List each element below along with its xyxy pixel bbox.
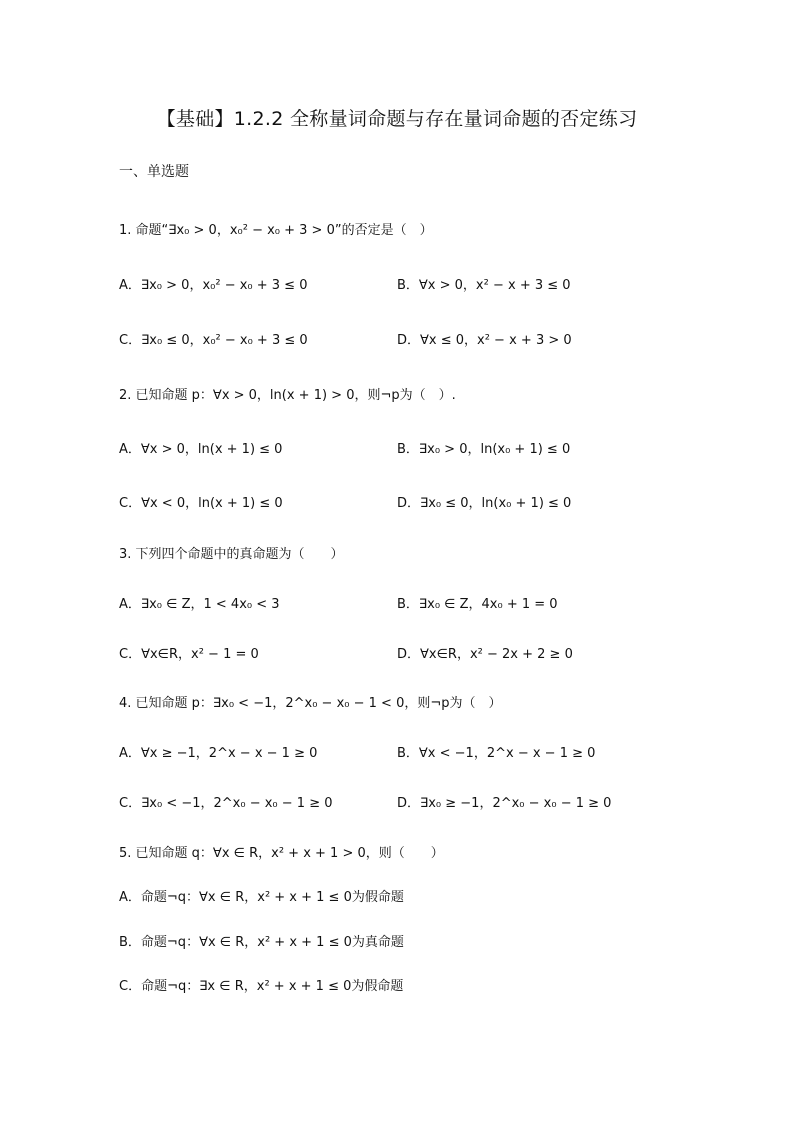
question-2-stem: 2. 已知命题 p：∀x > 0，ln(x + 1) > 0，则¬p为（ ）. (119, 388, 456, 403)
question-4-option-c: C．∃x₀ < −1，2^x₀ − x₀ − 1 ≥ 0 (119, 796, 333, 811)
question-5-stem: 5. 已知命题 q：∀x ∈ R，x² + x + 1 > 0，则（ ） (119, 846, 444, 861)
question-3-option-c: C．∀x∈R，x² − 1 = 0 (119, 647, 259, 662)
question-2-option-a: A．∀x > 0，ln(x + 1) ≤ 0 (119, 442, 283, 457)
question-4-option-a: A．∀x ≥ −1，2^x − x − 1 ≥ 0 (119, 746, 318, 761)
question-1-option-c: C．∃x₀ ≤ 0，x₀² − x₀ + 3 ≤ 0 (119, 333, 308, 348)
question-3-stem: 3. 下列四个命题中的真命题为（ ） (119, 547, 344, 562)
question-1-option-a: A．∃x₀ > 0，x₀² − x₀ + 3 ≤ 0 (119, 278, 308, 293)
question-4-stem: 4. 已知命题 p：∃x₀ < −1，2^x₀ − x₀ − 1 < 0，则¬p为（ ） (119, 696, 502, 711)
question-1-stem: 1. 命题“∃x₀ > 0，x₀² − x₀ + 3 > 0”的否定是（ ） (119, 223, 433, 238)
question-3-option-d: D．∀x∈R，x² − 2x + 2 ≥ 0 (397, 647, 573, 662)
question-3-option-a: A．∃x₀ ∈ Z，1 < 4x₀ < 3 (119, 597, 280, 612)
question-2-option-b: B．∃x₀ > 0，ln(x₀ + 1) ≤ 0 (397, 442, 571, 457)
question-4-option-d: D．∃x₀ ≥ −1，2^x₀ − x₀ − 1 ≥ 0 (397, 796, 612, 811)
question-5-option-a: A．命题¬q：∀x ∈ R，x² + x + 1 ≤ 0为假命题 (119, 890, 404, 905)
question-2-option-c: C．∀x < 0，ln(x + 1) ≤ 0 (119, 496, 283, 511)
document-title: 【基础】1.2.2 全称量词命题与存在量词命题的否定练习 (156, 108, 638, 130)
question-1-option-b: B．∀x > 0，x² − x + 3 ≤ 0 (397, 278, 571, 293)
question-1-option-d: D．∀x ≤ 0，x² − x + 3 > 0 (397, 333, 572, 348)
question-4-option-b: B．∀x < −1，2^x − x − 1 ≥ 0 (397, 746, 596, 761)
question-5-option-c: C．命题¬q：∃x ∈ R，x² + x + 1 ≤ 0为假命题 (119, 979, 404, 994)
section-heading: 一、单选题 (119, 164, 189, 180)
question-3-option-b: B．∃x₀ ∈ Z，4x₀ + 1 = 0 (397, 597, 558, 612)
question-2-option-d: D．∃x₀ ≤ 0，ln(x₀ + 1) ≤ 0 (397, 496, 572, 511)
question-5-option-b: B．命题¬q：∀x ∈ R，x² + x + 1 ≤ 0为真命题 (119, 935, 404, 950)
